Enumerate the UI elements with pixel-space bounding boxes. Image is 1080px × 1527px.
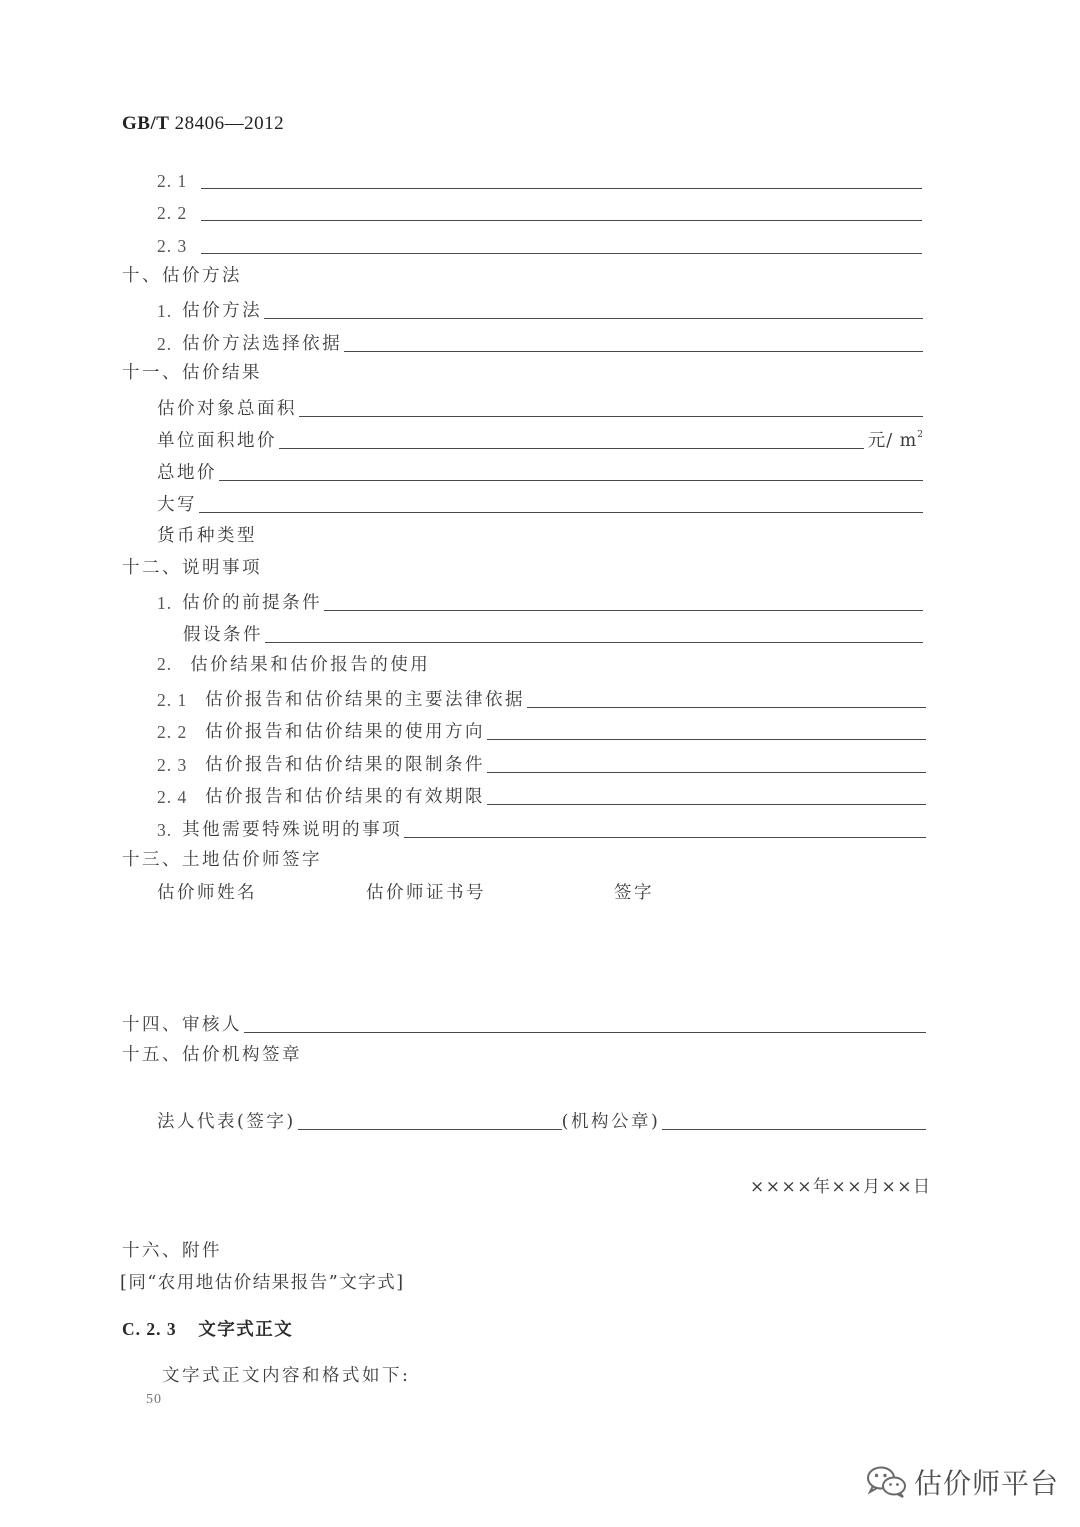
usage-direction-row [157,711,926,741]
usage-heading [157,651,430,676]
fill-line[interactable] [264,318,923,319]
legal-rep-fill-line[interactable] [298,1129,562,1130]
seal-fill-line[interactable] [662,1129,926,1130]
form-row-2-1 [157,160,922,190]
capital-amount-row [157,484,923,514]
item-number: 2. [157,654,173,674]
wechat-icon [866,1465,908,1499]
date-line: ××××年××月××日 [750,1177,932,1197]
section-13-heading: 十三、土地估价师签字 [122,850,322,870]
fill-line[interactable] [265,642,923,643]
item-label: 估价结果和估价报告的使用 [190,655,431,675]
item-label: 估价报告和估价结果的主要法律依据 [205,689,525,710]
item-label: 单位面积地价 [157,430,277,451]
form-row-2-3 [157,225,922,255]
page-number: 50 [146,1392,162,1407]
other-matters-row [157,809,926,839]
standard-code [122,113,284,135]
restriction-row [157,744,926,774]
item-number: 1. [157,592,173,613]
valuation-method-row [157,290,923,320]
fill-line[interactable] [279,448,864,449]
section-14-heading: 十四、审核人 [122,1014,242,1035]
signature-seal-row [157,1101,926,1131]
item-label: 估价方法选择依据 [182,333,343,354]
item-label: 估价对象总面积 [157,398,297,419]
unit-superscript: 2 [917,429,923,440]
section-10-heading: 十、估价方法 [122,266,242,286]
clause-body: 文字式正文内容和格式如下: [162,1366,411,1386]
item-number: 2. 1 [157,170,188,191]
attachment-note: [同“农用地估价结果报告”文字式] [120,1273,405,1293]
item-number: 2. 3 [157,754,188,775]
legal-rep-label: 法人代表(签字) [157,1111,296,1132]
fill-line[interactable] [487,772,926,773]
item-label: 估价方法 [182,300,263,321]
item-number: 3. [157,819,173,840]
certificate-number-label: 估价师证书号 [366,883,486,903]
unit-price-row [157,420,923,450]
item-label: 估价报告和估价结果的使用方向 [205,721,485,742]
watermark [866,1462,1059,1502]
fill-line[interactable] [527,707,926,708]
unit-text: 元/ m [867,430,918,451]
currency-type: 货币种类型 [157,526,257,546]
section-11-heading: 十一、估价结果 [122,363,262,383]
fill-line[interactable] [299,416,923,417]
item-label: 假设条件 [183,624,263,645]
appraiser-name-label: 估价师姓名 [157,883,257,903]
fill-line[interactable] [487,739,926,740]
item-label: 估价报告和估价结果的有效期限 [205,786,485,807]
fill-line[interactable] [244,1032,926,1033]
section-16-heading: 十六、附件 [122,1241,222,1261]
item-number: 1. [157,300,173,321]
clause-title: 文字式正文 [198,1320,294,1340]
method-basis-row [157,323,923,353]
fill-line[interactable] [404,837,926,838]
fill-line[interactable] [201,253,922,254]
item-number: 2. 2 [157,202,188,223]
fill-line[interactable] [201,188,922,189]
item-label: 其他需要特殊说明的事项 [182,819,403,840]
clause-heading [122,1316,293,1341]
legal-basis-row [157,679,926,709]
item-label: 总地价 [157,462,217,483]
standard-code-prefix: GB/T [122,113,170,134]
item-number: 2. 3 [157,235,188,256]
section-15-heading: 十五、估价机构签章 [122,1045,302,1065]
fill-line[interactable] [344,351,923,352]
reviewer-row [122,1004,926,1034]
validity-row [157,776,926,806]
signature-label: 签字 [614,883,654,903]
fill-line[interactable] [487,804,926,805]
item-label: 大写 [157,494,197,515]
form-row-2-2 [157,192,922,222]
unit-label [868,431,923,451]
standard-code-number: 28406—2012 [174,113,285,134]
clause-number: C. 2. 3 [122,1319,177,1339]
total-area-row [157,388,923,418]
fill-line[interactable] [324,610,923,611]
item-number: 2. 1 [157,689,188,710]
watermark-text: 估价师平台 [914,1467,1060,1500]
item-number: 2. 2 [157,721,188,742]
item-number: 2. 4 [157,786,188,807]
fill-line[interactable] [219,480,923,481]
item-label: 估价的前提条件 [182,592,323,613]
item-label: 估价报告和估价结果的限制条件 [205,754,485,775]
fill-line[interactable] [201,220,922,221]
fill-line[interactable] [199,512,923,513]
item-number: 2. [157,333,173,354]
total-price-row [157,452,923,482]
seal-label: (机构公章) [561,1111,661,1132]
assumption-row [183,614,923,644]
section-12-heading: 十二、说明事项 [122,558,262,578]
premise-row [157,582,923,612]
